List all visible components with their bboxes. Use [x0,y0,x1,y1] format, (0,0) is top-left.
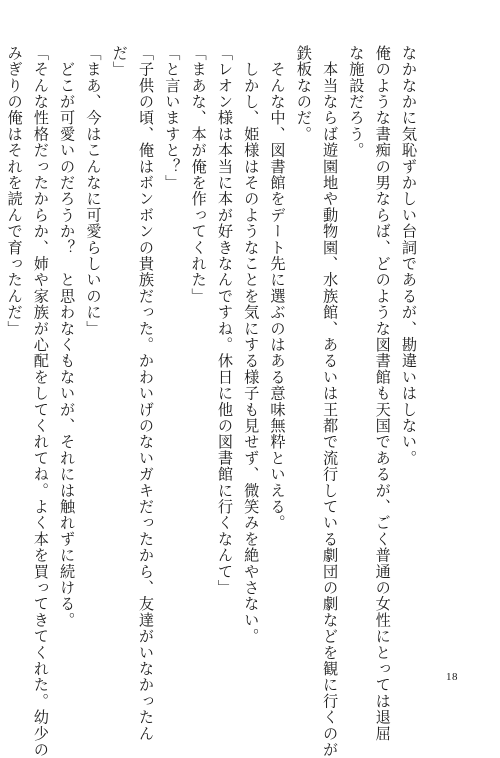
text-line: だ」 [110,45,129,78]
text-line: な施設だろう。 [347,45,366,159]
text-line: しかし、姫様はそのようなことを気にする様子も見せず、微笑みを絶やさない。 [242,45,261,645]
text-line: 本当ならば遊園地や動物園、水族館、あるいは王都で流行している劇団の劇などを観に行くのが [321,45,340,758]
text-line: 「と言いますと？」 [163,45,182,191]
text-line: 「レオン様は本当に本が好きなんですね。休日に他の図書館に行くなんて」 [215,45,234,596]
vertical-text-body [1,45,422,758]
text-line: 「そんな性格だったからか、姉や家族が心配をしてくれてね。よく本を買ってきてくれた。幼少の [31,45,50,758]
text-line: 鉄板なのだ。 [294,45,313,143]
text-line: そんな中、図書館をデート先に選ぶのはある意味無粋といえる。 [268,45,287,531]
text-line: 「まあな、本が俺を作ってくれた」 [189,45,208,305]
page-number: 18 [446,671,458,683]
text-line: 「子供の頃、俺はボンボンの貴族だった。かわいげのないガキだったから、友達がいなかったん [137,45,156,742]
text-line: なかなかに気恥ずかしい台詞であるが、勘違いはしない。 [400,45,418,467]
text-line: 俺のような書痴の男ならば、どのような図書館も天国であるが、ごく普通の女性にとっては退屈 [373,45,392,742]
text-line: どこが可愛いのだろうか？ と思わなくもないが、それには触れずに続ける。 [58,45,77,629]
text-line: みぎりの俺はそれを読んで育ったんだ」 [5,45,24,337]
text-line: 「まあ、今はこんなに可愛らしいのに」 [84,45,103,337]
